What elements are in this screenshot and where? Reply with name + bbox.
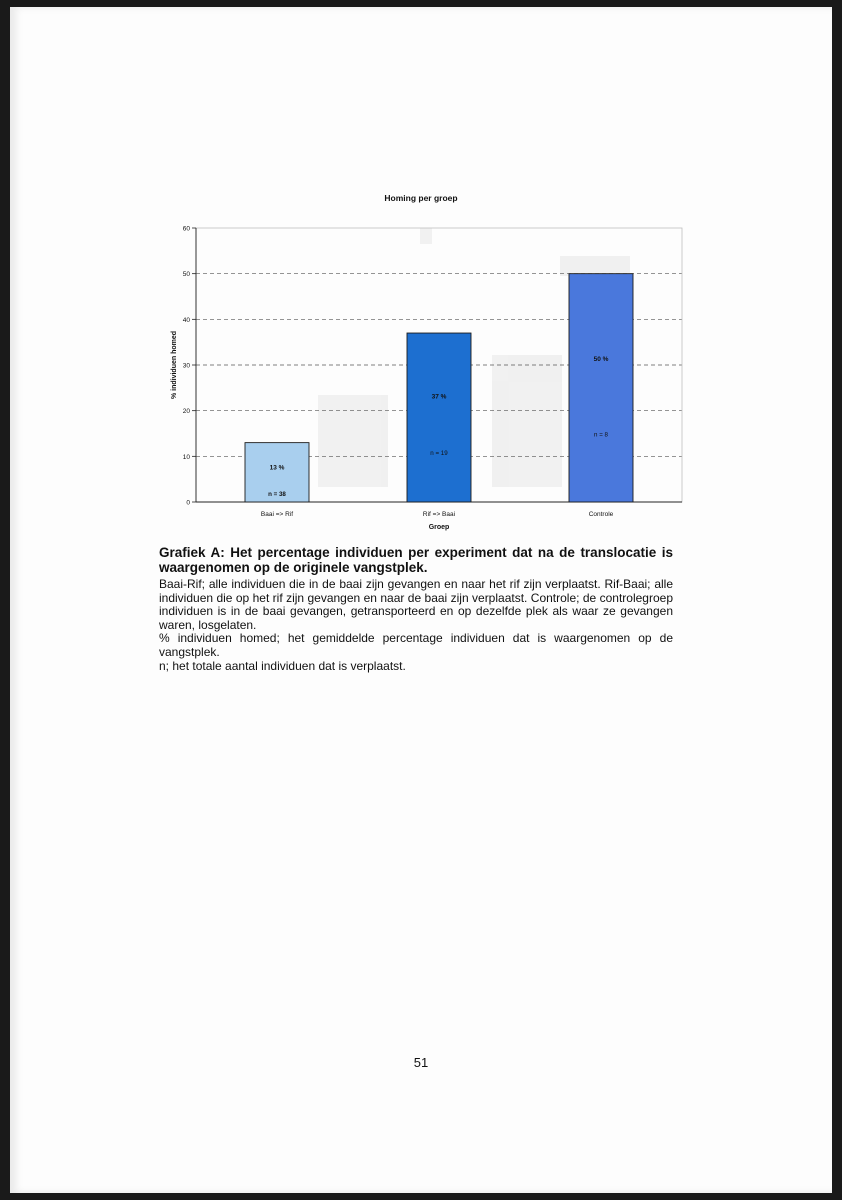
x-tick-label: Baai => Rif [260, 511, 294, 518]
x-axis-title: Groep [428, 524, 450, 531]
y-tick-label: 40 [182, 316, 190, 324]
y-tick-label: 30 [182, 362, 190, 370]
bar-chart [0, 0, 842, 545]
bar-value-label: 50 % [593, 356, 609, 364]
bar-n-label: n = 8 [594, 431, 608, 439]
caption-paragraph-groups: Baai-Rif; alle individuen die in de baai zijn gevangen en naar het rif zijn verplaatst. Rif-Baai; alle individuen die op het rif zijn gevangen en naar de baai zijn verplaatst. Controle; de controlegroep individuen is in de baai gevangen, getransporteerd en op dezelfde plek als waar ze gevangen waren, losgelaten. [159, 577, 673, 632]
figure-caption [159, 545, 673, 673]
bar-1 [407, 333, 471, 502]
caption-paragraph-homed: % individuen homed; het gemiddelde percentage individuen dat is waargenomen op de vangstplek. [159, 631, 673, 659]
bar-2 [569, 274, 633, 502]
y-axis-title: % individuen homed [171, 330, 178, 400]
bar-value-label: 13 % [269, 464, 285, 472]
bar-n-label: n = 19 [430, 449, 448, 457]
bar-n-label: n = 38 [268, 491, 286, 499]
chart-title: Homing per groep [384, 193, 458, 203]
y-tick-label: 0 [186, 499, 190, 507]
y-tick-label: 50 [182, 271, 190, 279]
y-tick-label: 10 [182, 453, 190, 461]
y-tick-label: 20 [182, 408, 190, 416]
bars [245, 274, 633, 502]
x-tick-label: Rif => Baai [422, 511, 456, 518]
bar-value-label: 37 % [431, 393, 447, 401]
page-number: 51 [413, 1055, 429, 1070]
caption-heading: Grafiek A: Het percentage individuen per experiment dat na de translocatie is waargenomen op de originele vangstplek. [159, 545, 673, 575]
y-tick-label: 60 [182, 225, 190, 233]
caption-paragraph-n: n; het totale aantal individuen dat is verplaatst. [159, 658, 406, 673]
x-tick-label: Controle [588, 511, 614, 518]
